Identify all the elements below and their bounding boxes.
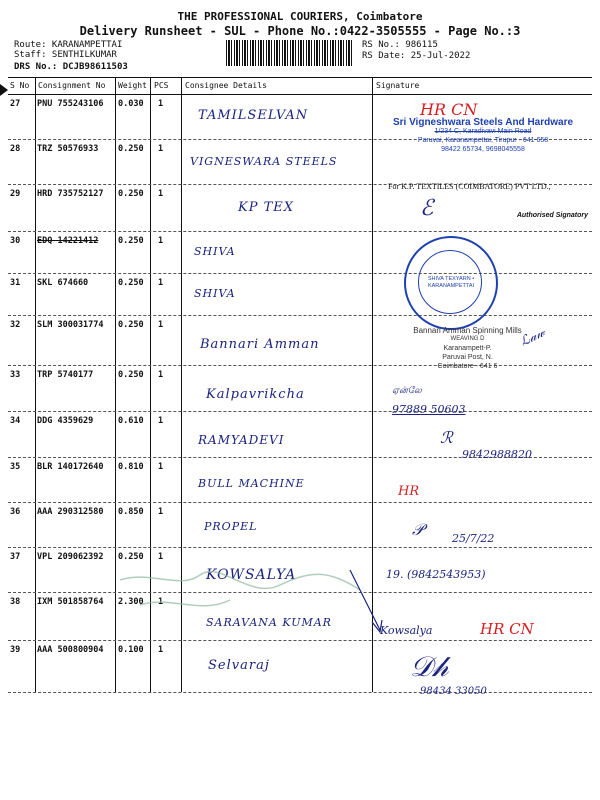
row-pcs: 1: [158, 597, 164, 607]
row-weight: 0.250: [118, 552, 144, 562]
table-row: [8, 365, 592, 412]
row-pcs: 1: [158, 462, 164, 472]
col-header-consignee: Consignee Details: [185, 81, 267, 90]
col-header-sno: S No: [10, 81, 30, 90]
row-sno: 39: [10, 645, 21, 655]
table-row: [8, 502, 592, 548]
stamp-phone: 98422 65734, 9698045558: [441, 146, 525, 153]
stamp-name: For K.P. TEXTILES (COIMBATORE) PVT LTD.,: [388, 182, 551, 191]
stamp-kp-textiles: [388, 182, 588, 220]
stamp-address: Karanampett-P.: [443, 345, 492, 352]
consignee-handwritten: SARAVANA KUMAR: [206, 616, 332, 629]
sig-date: 25/7/22: [452, 532, 495, 545]
row-weight: 0.810: [118, 462, 144, 472]
row-consignment: AAA 290312580: [37, 507, 104, 517]
row-consignment: DDG 4359629: [37, 416, 94, 426]
sig-mark-hr-cn: HR CN: [480, 620, 534, 638]
stamp-vigneshwara: [378, 118, 588, 154]
consignee-handwritten: SHIVA: [194, 245, 236, 258]
table-row: [8, 231, 592, 274]
sig-phone: 19. (9842543953): [386, 568, 486, 581]
row-weight: 0.250: [118, 189, 144, 199]
row-weight: 0.850: [118, 507, 144, 517]
row-pcs: 1: [158, 416, 164, 426]
consignee-handwritten: BULL MACHINE: [198, 477, 305, 490]
row-pcs: 1: [158, 370, 164, 380]
row-weight: 2.300: [118, 597, 144, 607]
sig-phone: 98434 33050: [420, 686, 487, 697]
consignee-handwritten: KP TEX: [238, 200, 295, 215]
table-row: [8, 457, 592, 503]
stamp-ring-text: SHIVA TEXYARN • KARANAMPETTAI: [427, 276, 475, 289]
row-pcs: 1: [158, 236, 164, 246]
row-consignment: EDQ 14221412: [37, 236, 99, 246]
stamp-authorised: Authorised Signatory: [516, 212, 588, 219]
sig-mark-hr: HR: [398, 484, 420, 499]
col-header-weight: Weight: [118, 81, 147, 90]
row-sno: 35: [10, 462, 21, 472]
row-sno: 30: [10, 236, 21, 246]
row-consignment: VPL 209062392: [37, 552, 104, 562]
barcode: [226, 40, 354, 66]
row-weight: 0.250: [118, 144, 144, 154]
row-sno: 28: [10, 144, 21, 154]
consignee-handwritten: SHIVA: [194, 287, 236, 300]
row-sno: 32: [10, 320, 21, 330]
signature-scribble: ℰ: [420, 196, 434, 221]
consignee-handwritten: PROPEL: [204, 520, 258, 533]
col-header-consignment: Consignment No: [38, 81, 106, 90]
margin-arrow-icon: [0, 84, 8, 96]
table-row: [8, 273, 592, 316]
staff-label: Staff: SENTHILKUMAR: [14, 50, 117, 60]
row-pcs: 1: [158, 552, 164, 562]
row-consignment: BLR 140172640: [37, 462, 104, 472]
row-sno: 29: [10, 189, 21, 199]
signature-scribble: ℒ𝒶𝓌: [518, 325, 548, 350]
stamp-shiva-round: [404, 236, 498, 330]
row-consignment: TRZ 50576933: [37, 144, 99, 154]
row-weight: 0.030: [118, 99, 144, 109]
stamp-address: 1/234 C, Karadivavi Main Road: [434, 128, 532, 135]
row-weight: 0.250: [118, 236, 144, 246]
scribble-overlay: [110, 560, 410, 650]
row-sno: 33: [10, 370, 21, 380]
row-pcs: 1: [158, 99, 164, 109]
consignee-handwritten: Bannari Amman: [200, 337, 320, 352]
sig-phone: 97889 50603: [392, 403, 466, 416]
table-header: [8, 77, 592, 95]
consignee-handwritten: Selvaraj: [208, 658, 270, 673]
row-sno: 36: [10, 507, 21, 517]
row-sno: 38: [10, 597, 21, 607]
stamp-address: Paruvai Post, N.: [442, 354, 493, 361]
consignee-handwritten: KOWSALYA: [206, 567, 297, 583]
sig-phone: 9842988820: [462, 448, 532, 461]
row-weight: 0.250: [118, 278, 144, 288]
row-pcs: 1: [158, 645, 164, 655]
stamp-line: WEAVING D: [450, 336, 485, 342]
signature-scribble: ℛ: [440, 428, 453, 447]
stamp-address: Coimbatore - 641 6: [437, 363, 498, 370]
row-sno: 37: [10, 552, 21, 562]
row-sno: 31: [10, 278, 21, 288]
row-pcs: 1: [158, 320, 164, 330]
drs-label: DRS No.: DCJB98611503: [14, 62, 128, 72]
runsheet-subtitle: Delivery Runsheet - SUL - Phone No.:0422-3505555 - Page No.:3: [79, 24, 521, 38]
stamp-name: Bannari Amman Spinning Mills: [413, 326, 522, 335]
row-consignment: HRD 735752127: [37, 189, 104, 199]
row-pcs: 1: [158, 144, 164, 154]
consignee-handwritten: RAMYADEVI: [198, 433, 285, 447]
stamp-name: Sri Vigneshwara Steels And Hardware: [392, 117, 574, 128]
col-header-signature: Signature: [376, 81, 420, 90]
col-header-pcs: PCS: [154, 81, 169, 90]
company-title: THE PROFESSIONAL COURIERS, Coimbatore: [177, 10, 423, 23]
rs-no-label: RS No.: 986115: [362, 40, 438, 50]
sig-mark-hr-cn: HR CN: [420, 100, 478, 119]
consignee-handwritten: Kalpavrikcha: [206, 387, 305, 402]
row-consignment: PNU 755243106: [37, 99, 104, 109]
consignee-handwritten: TAMILSELVAN: [198, 108, 309, 123]
sig-tamil-name: ஏன்லே: [392, 386, 422, 396]
row-pcs: 1: [158, 189, 164, 199]
row-consignment: SKL 674660: [37, 278, 89, 288]
row-pcs: 1: [158, 278, 164, 288]
row-weight: 0.610: [118, 416, 144, 426]
route-label: Route: KARANAMPETTAI: [14, 40, 123, 50]
row-pcs: 1: [158, 507, 164, 517]
sig-name: Kowsalya: [380, 624, 433, 637]
row-consignment: AAA 500800904: [37, 645, 104, 655]
row-weight: 0.100: [118, 645, 144, 655]
row-consignment: TRP 5740177: [37, 370, 94, 380]
consignee-handwritten: VIGNESWARA STEELS: [190, 155, 338, 168]
row-weight: 0.250: [118, 370, 144, 380]
stamp-address: Paruvai, Karanampettai, Tirupur - 641 658: [417, 137, 549, 144]
row-sno: 27: [10, 99, 21, 109]
rs-date-label: RS Date: 25-Jul-2022: [362, 51, 471, 61]
signature-scribble: 𝒫: [412, 520, 424, 539]
signature-scribble: 𝒟𝒽: [410, 650, 449, 683]
row-consignment: IXM 501858764: [37, 597, 104, 607]
row-sno: 34: [10, 416, 21, 426]
row-consignment: SLM 300031774: [37, 320, 104, 330]
row-weight: 0.250: [118, 320, 144, 330]
